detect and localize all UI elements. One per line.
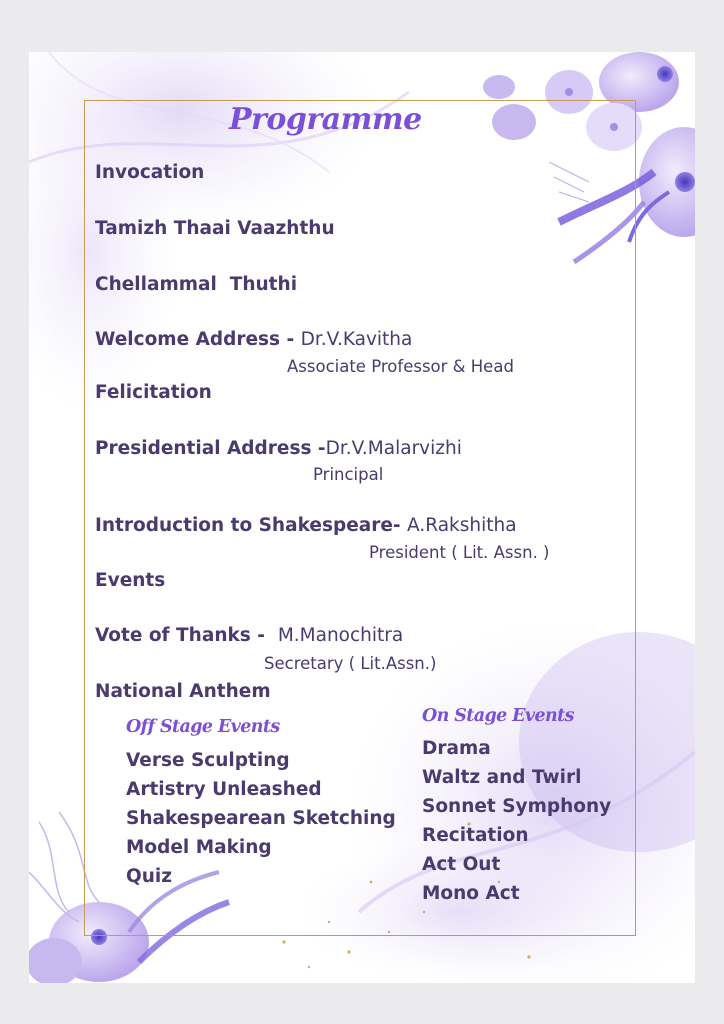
presidential-role: Principal <box>313 465 384 484</box>
presidential-label: Presidential Address - <box>95 438 326 459</box>
welcome-label: Welcome Address - <box>95 329 301 350</box>
presidential-person: Dr.V.Malarvizhi <box>325 438 462 459</box>
events-item: Events <box>95 570 166 591</box>
on-stage-list <box>422 734 611 908</box>
on-stage-event-item: Recitation <box>422 825 529 846</box>
off-stage-heading: Off Stage Events <box>126 717 280 737</box>
vote-of-thanks-item <box>95 625 403 647</box>
on-stage-event-item: Waltz and Twirl <box>422 767 582 788</box>
off-stage-event-item: Verse Sculpting <box>126 750 290 771</box>
off-stage-event-item: Quiz <box>126 866 173 887</box>
on-stage-event-item: Drama <box>422 738 491 759</box>
off-stage-event-item: Artistry Unleashed <box>126 779 322 800</box>
national-anthem-item: National Anthem <box>95 681 271 702</box>
page-title: Programme <box>229 102 422 137</box>
tamizh-thaai-item: Tamizh Thaai Vaazhthu <box>95 218 335 239</box>
invocation-item: Invocation <box>95 162 205 183</box>
off-stage-event-item: Shakespearean Sketching <box>126 808 396 829</box>
vote-person: M.Manochitra <box>277 625 404 646</box>
introduction-item <box>95 515 517 537</box>
welcome-person: Dr.V.Kavitha <box>300 329 413 350</box>
welcome-role: Associate Professor & Head <box>287 357 514 376</box>
off-stage-event-item: Model Making <box>126 837 272 858</box>
welcome-address-item <box>95 329 412 351</box>
introduction-label: Introduction to Shakespeare- <box>95 515 408 536</box>
introduction-role: President ( Lit. Assn. ) <box>369 543 550 562</box>
presidential-address-item <box>95 438 462 460</box>
programme-card <box>29 52 695 983</box>
on-stage-heading: On Stage Events <box>422 706 574 726</box>
felicitation-item: Felicitation <box>95 382 212 403</box>
off-stage-list <box>126 746 396 891</box>
on-stage-event-item: Sonnet Symphony <box>422 796 612 817</box>
vote-label: Vote of Thanks - <box>95 625 278 646</box>
vote-role: Secretary ( Lit.Assn.) <box>264 654 437 673</box>
introduction-person: A.Rakshitha <box>407 515 517 536</box>
on-stage-event-item: Mono Act <box>422 883 520 904</box>
on-stage-event-item: Act Out <box>422 854 501 875</box>
chellammal-item: Chellammal Thuthi <box>95 274 298 295</box>
